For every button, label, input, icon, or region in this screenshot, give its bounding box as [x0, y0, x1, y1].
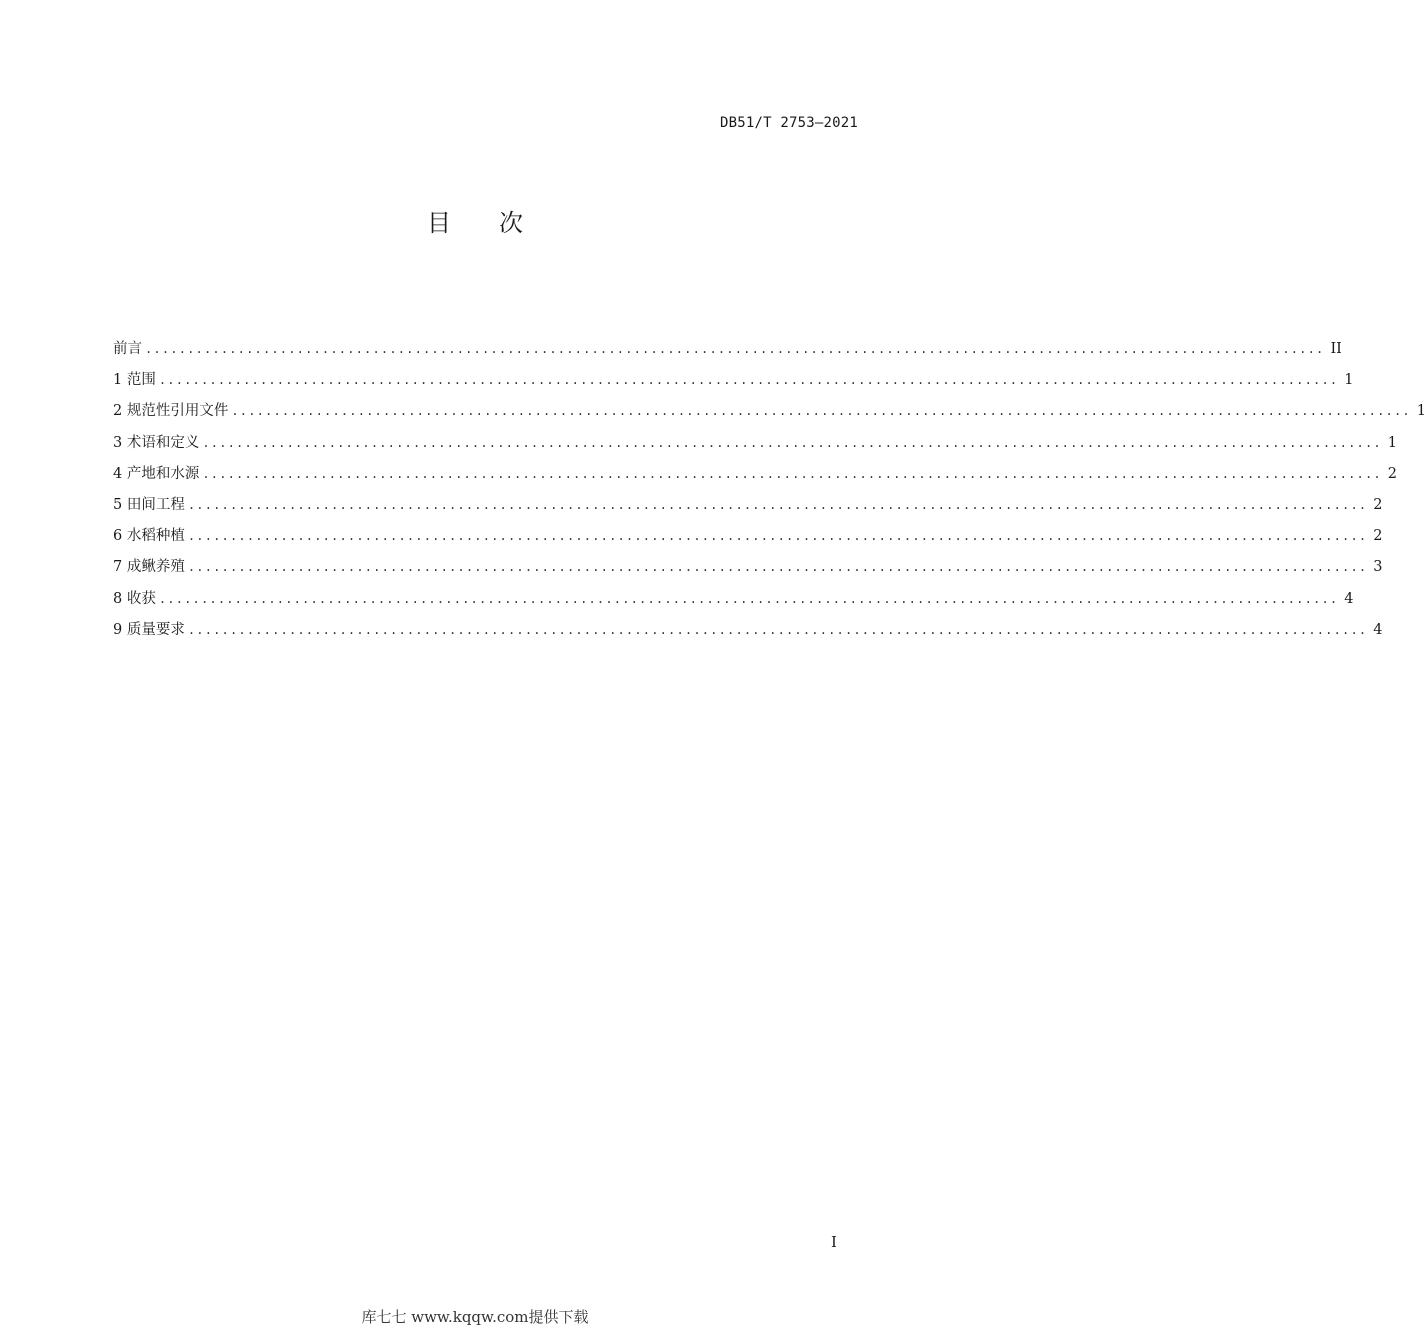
toc-entry-page: 4: [1344, 590, 1354, 607]
toc-entry-label: 2 规范性引用文件: [113, 403, 229, 420]
toc-entry-page: 2: [1373, 496, 1383, 513]
toc-entry-label: 8 收获: [113, 590, 156, 607]
dot-leader: ............................................................................................................................................: [187, 497, 1368, 512]
dot-leader: ............................................................................................................................................: [158, 373, 1339, 388]
toc-entry-label: 9 质量要求: [113, 621, 185, 638]
toc-entry-page: 4: [1373, 621, 1383, 638]
dot-leader: ............................................................................................................................................: [231, 404, 1411, 419]
toc-entry-quality-requirements[interactable]: [113, 618, 1383, 649]
document-code: DB51/T 2753—2021: [719, 115, 858, 131]
dot-leader: ............................................................................................................................................: [187, 622, 1368, 637]
toc-entry-label: 3 术语和定义: [113, 434, 200, 451]
dot-leader: ............................................................................................................................................: [187, 560, 1368, 575]
page-number: I: [831, 1233, 837, 1251]
title-char-1: 目: [427, 209, 451, 237]
table-of-contents: [113, 337, 1426, 649]
toc-entry-label: 6 水稻种植: [113, 528, 185, 545]
toc-entry-terms-definitions[interactable]: [113, 431, 1398, 462]
toc-entry-origin-water[interactable]: [113, 462, 1398, 493]
download-watermark: 库七七 www.kqqw.com提供下载: [361, 1308, 589, 1326]
dot-leader: ............................................................................................................................................: [202, 435, 1382, 450]
dot-leader: ............................................................................................................................................: [187, 529, 1368, 544]
dot-leader: ............................................................................................................................................: [202, 466, 1382, 481]
toc-entry-rice-planting[interactable]: [113, 524, 1383, 555]
page-title: [0, 203, 950, 238]
toc-entry-label: 前言: [113, 341, 142, 357]
dot-leader: ............................................................................................................................................: [158, 591, 1339, 606]
toc-entry-foreword[interactable]: [113, 337, 1342, 368]
toc-entry-loach-breeding[interactable]: [113, 555, 1383, 586]
toc-entry-page: II: [1330, 341, 1342, 357]
toc-entry-label: 1 范围: [113, 372, 156, 389]
toc-entry-label: 7 成鳅养殖: [113, 559, 185, 576]
toc-entry-scope[interactable]: [113, 368, 1354, 399]
toc-entry-page: 2: [1387, 465, 1398, 482]
toc-entry-page: 1: [1344, 372, 1354, 389]
toc-entry-page: 1: [1416, 403, 1426, 420]
toc-entry-field-engineering[interactable]: [113, 493, 1383, 524]
dot-leader: ............................................................................................................................................: [145, 342, 1325, 356]
toc-entry-label: 5 田间工程: [113, 496, 185, 513]
toc-entry-page: 2: [1373, 528, 1383, 545]
toc-entry-label: 4 产地和水源: [113, 465, 200, 482]
toc-entry-normative-references[interactable]: [113, 399, 1426, 430]
toc-entry-harvest[interactable]: [113, 587, 1354, 618]
title-char-2: 次: [499, 209, 523, 237]
toc-entry-page: 3: [1373, 559, 1383, 576]
toc-entry-page: 1: [1387, 434, 1398, 451]
